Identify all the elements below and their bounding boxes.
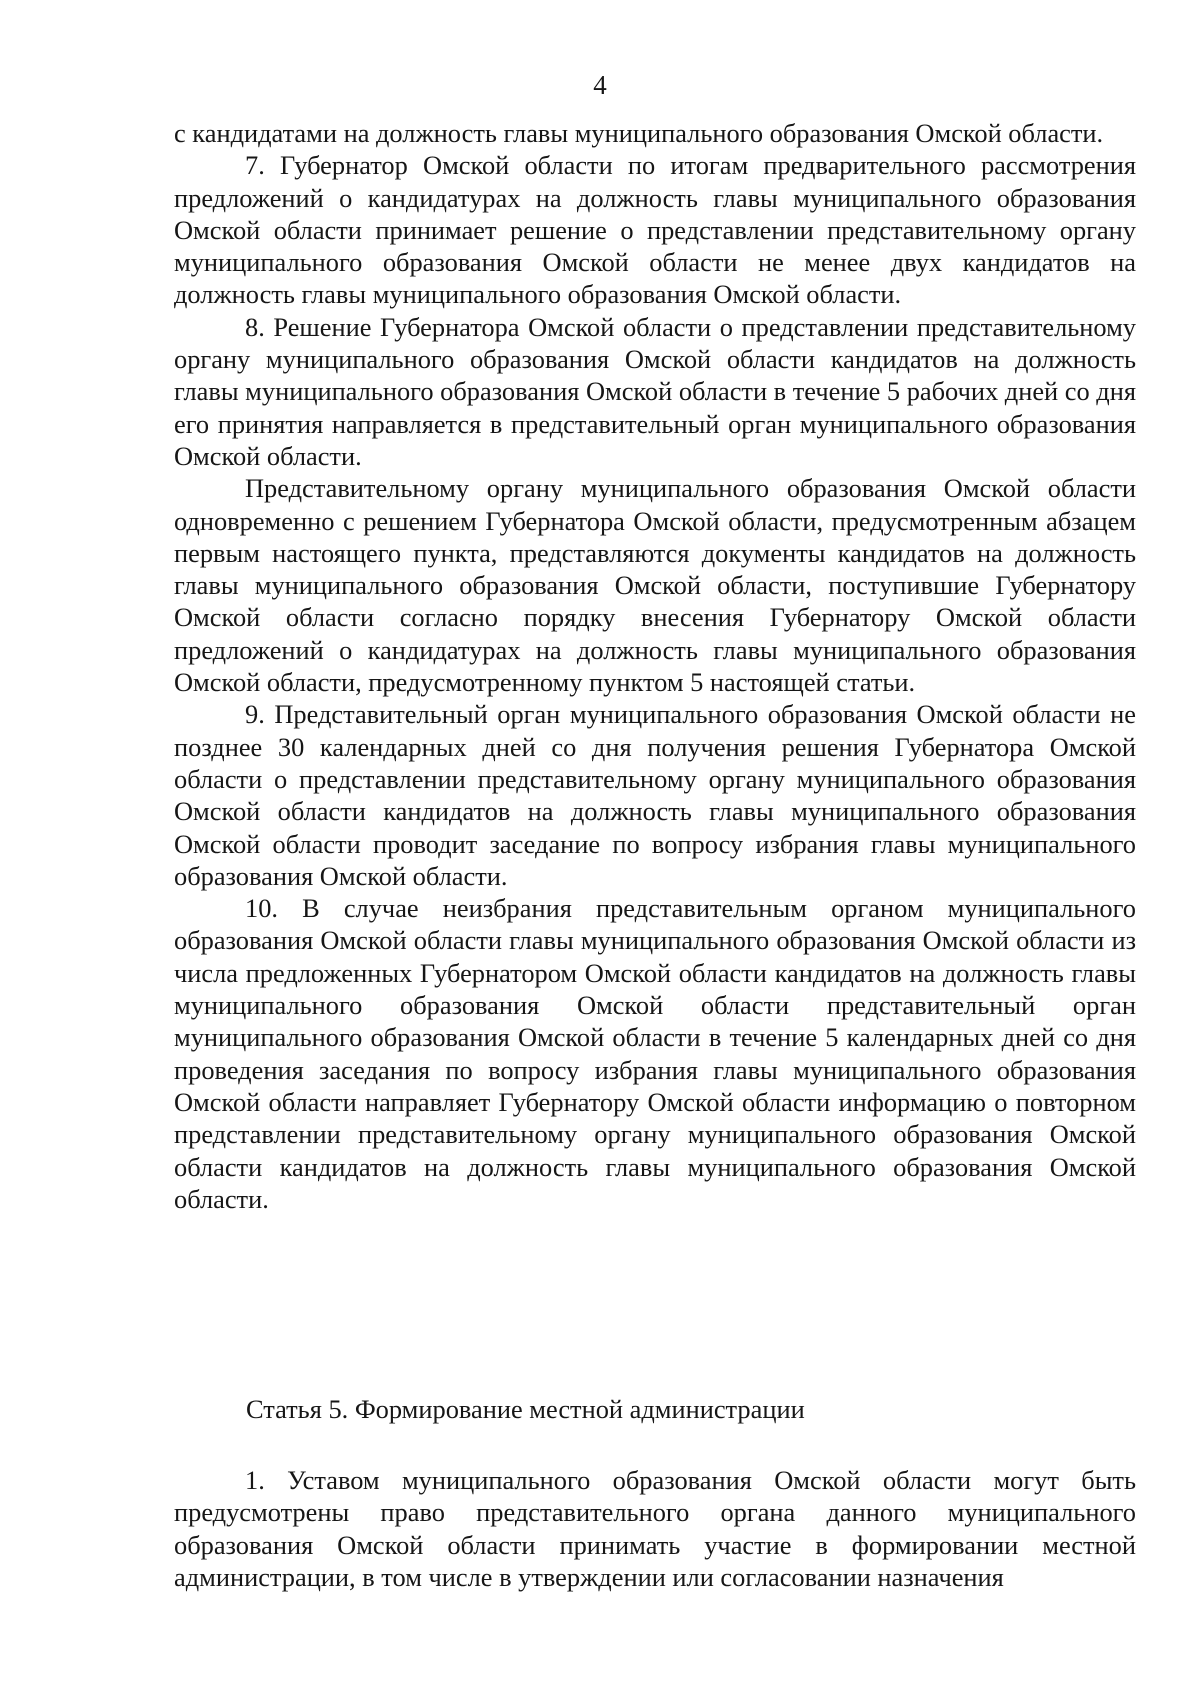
- article-body: [174, 1464, 1136, 1593]
- paragraph-item-10: 10. В случае неизбрания представительным органом муниципального образования Омской области главы муниципального образования Омской области из числа предложенных Губернатором Омской области кандидатов на должность главы муниципального образования Омской области представительный орган муниципального образования Омской области в течение 5 календарных дней со дня проведения заседания по вопросу избрания главы муниципального образования Омской области направляет Губернатору Омской области информацию о повторном представлении представительному органу муниципального образования Омской области кандидатов на должность главы муниципального образования Омской области.: [174, 893, 1136, 1214]
- article-heading: Статья 5. Формирование местной администрации: [246, 1394, 805, 1424]
- paragraph-item-9: 9. Представительный орган муниципального образования Омской области не позднее 30 календарных дней со дня получения решения Губернатора Омской области о представлении представительному органу муниципального образования Омской области кандидатов на должность главы муниципального образования Омской области проводит заседание по вопросу избрания главы муниципального образования Омской области.: [174, 699, 1136, 891]
- paragraph-item-8-second-part: Представительному органу муниципального образования Омской области одновременно с решением Губернатора Омской области, предусмотренным абзацем первым настоящего пункта, представляются документы кандидатов на должность главы муниципального образования Омской области, поступившие Губернатору Омской области согласно порядку внесения Губернатору Омской области предложений о кандидатурах на должность главы муниципального образования Омской области, предусмотренному пунктом 5 настоящей статьи.: [174, 473, 1136, 698]
- page-number: 4: [593, 70, 607, 100]
- article-paragraph-item-1: 1. Уставом муниципального образования Омской области могут быть предусмотрены право представительного органа данного муниципального образования Омской области принимать участие в формировании местной администрации, в том числе в утверждении или согласовании назначения: [174, 1465, 1136, 1592]
- document-body: [174, 117, 1136, 1215]
- paragraph-item-7: 7. Губернатор Омской области по итогам предварительного рассмотрения предложений о кандидатурах на должность главы муниципального образования Омской области принимает решение о представлении представительному органу муниципального образования Омской области не менее двух кандидатов на должность главы муниципального образования Омской области.: [174, 150, 1136, 310]
- paragraph-item-8: 8. Решение Губернатора Омской области о представлении представительному органу муниципального образования Омской области кандидатов на должность главы муниципального образования Омской области в течение 5 рабочих дней со дня его принятия направляется в представительный орган муниципального образования Омской области.: [174, 311, 1136, 471]
- intro-continuation-paragraph: с кандидатами на должность главы муниципального образования Омской области.: [174, 118, 1104, 148]
